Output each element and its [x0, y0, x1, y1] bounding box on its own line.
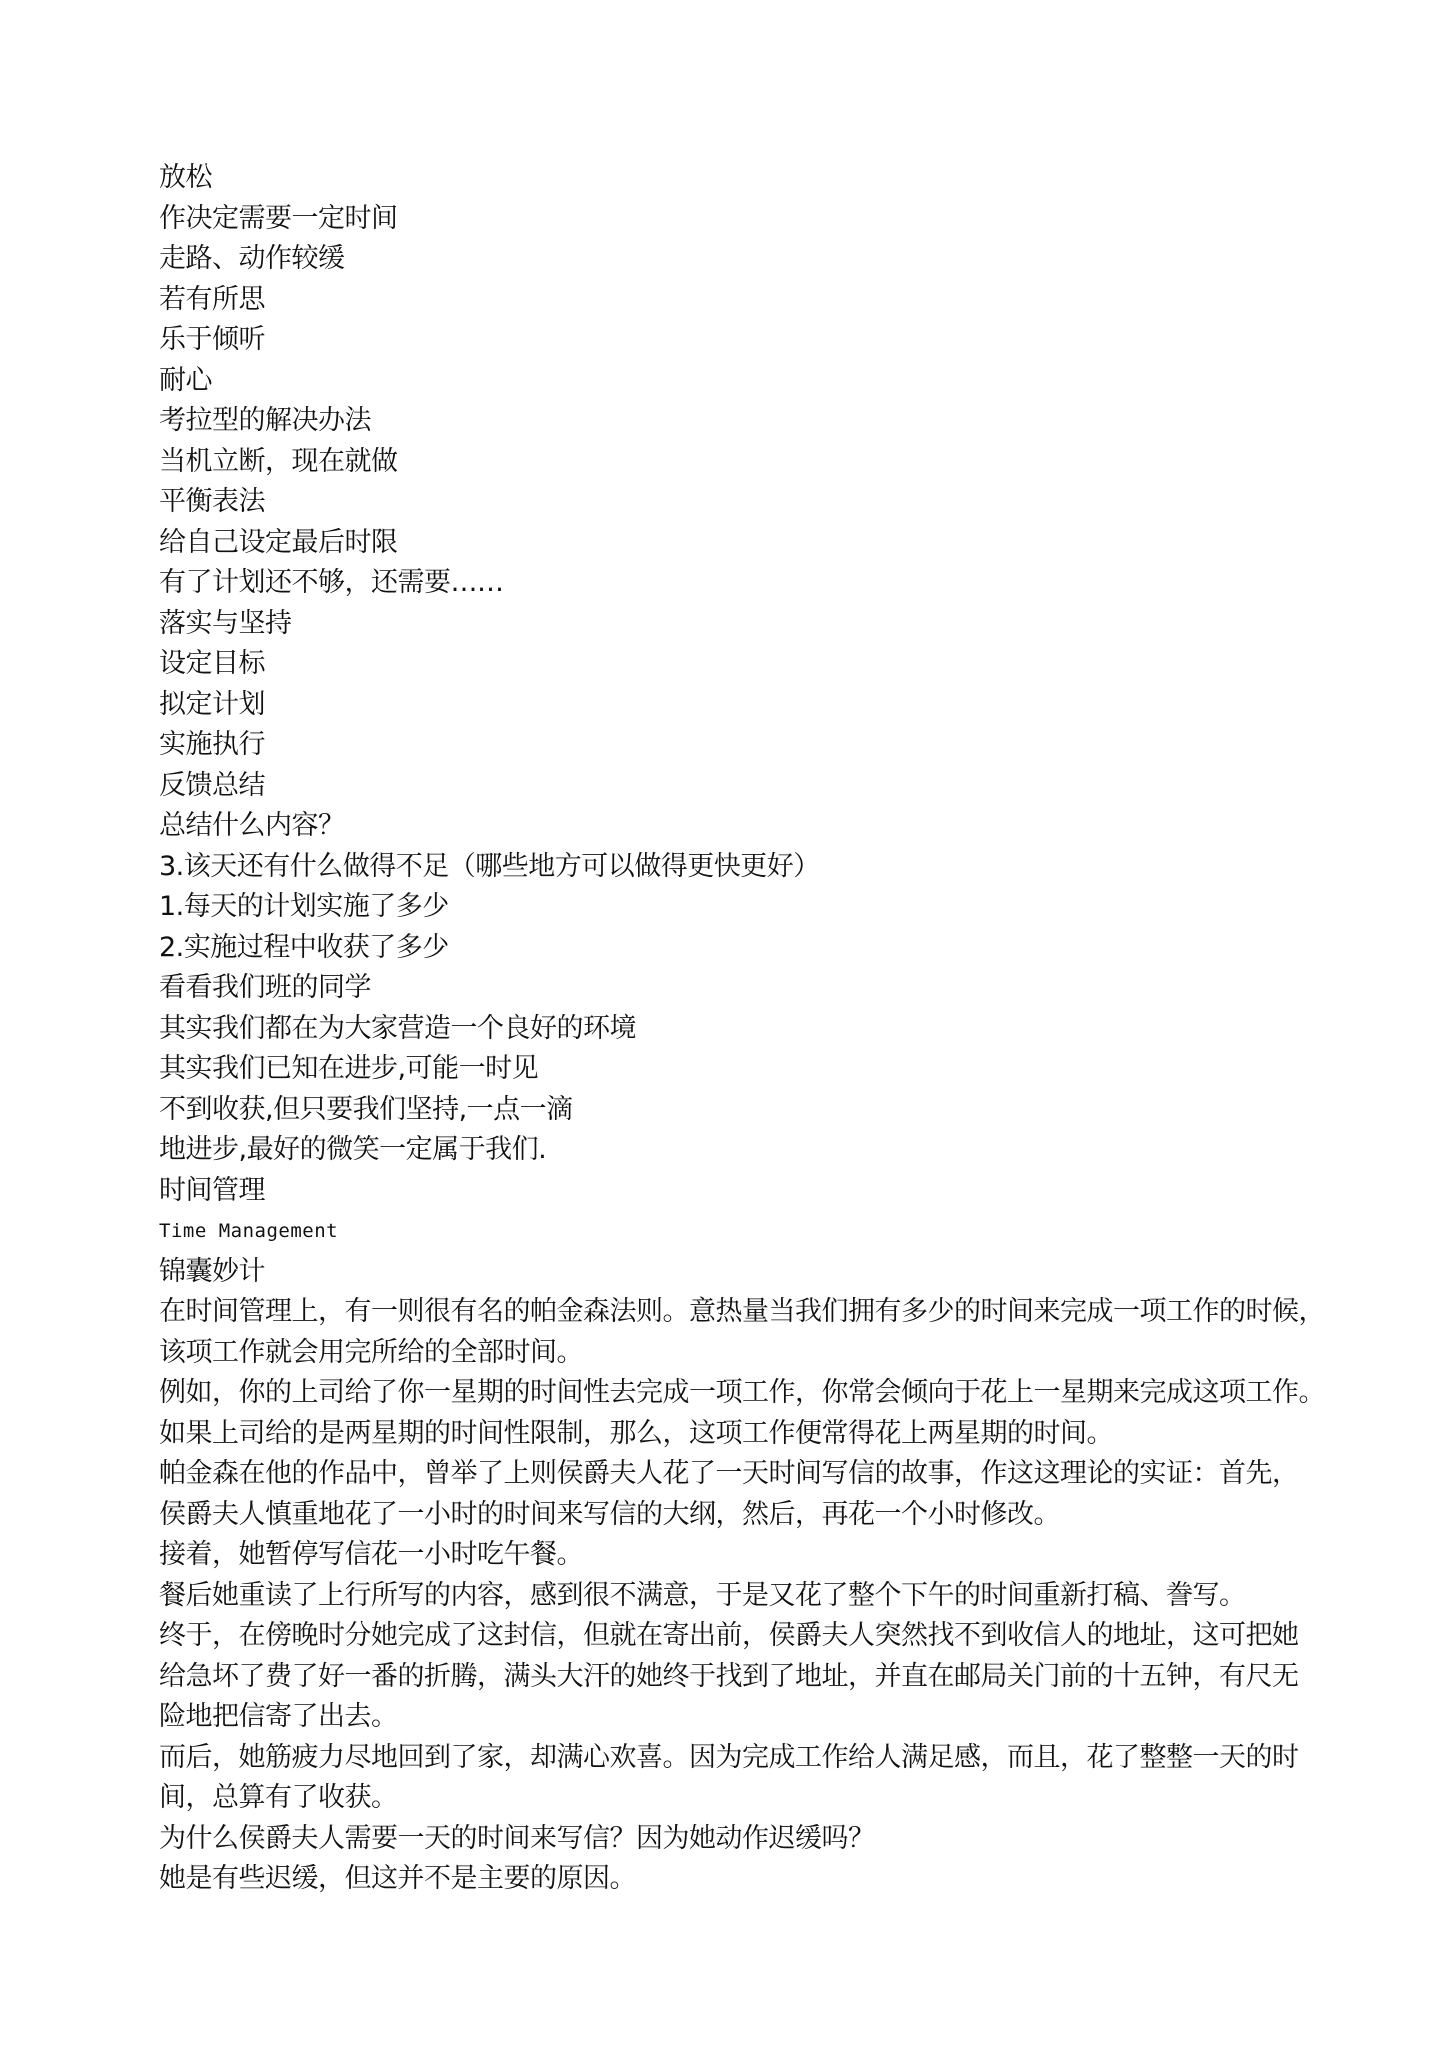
article-line: 为什么侯爵夫人需要一天的时间来写信？因为她动作迟缓吗？: [159, 1822, 875, 1854]
english-title: Time Management: [159, 1220, 339, 1242]
list-item: 给自己设定最后时限: [159, 526, 398, 558]
article-line: 终于，在傍晚时分她完成了这封信，但就在寄出前，侯爵夫人突然找不到收信人的地址，这可把她: [159, 1620, 1299, 1651]
article-line: 如果上司给的是两星期的时间性限制，那么，这项工作便常得花上两星期的时间。: [159, 1417, 1113, 1449]
list-item: 考拉型的解决办法: [159, 405, 371, 436]
list-item: 耐心: [159, 364, 212, 396]
article-line: 而后，她筋疲力尽地回到了家，却满心欢喜。因为完成工作给人满足感，而且，花了整整一天的时: [159, 1741, 1299, 1773]
list-item: 放松: [159, 162, 212, 193]
list-item: 实施执行: [159, 729, 265, 760]
article-line: 给急坏了费了好一番的折腾，满头大汗的她终于找到了地址，并直在邮局关门前的十五钟，有尺无: [159, 1660, 1299, 1692]
list-item: 反馈总结: [159, 769, 265, 801]
list-item: 其实我们已知在进步,可能一时见: [159, 1053, 539, 1084]
list-item: 拟定计划: [159, 688, 265, 720]
document-page: [159, 158, 1325, 1900]
list-item: 走路、动作较缓: [159, 243, 345, 274]
list-item: 若有所思: [159, 283, 265, 315]
list-item: 乐于倾听: [159, 324, 265, 355]
list-item: 看看我们班的同学: [159, 972, 371, 1003]
list-item: 地进步,最好的微笑一定属于我们.: [159, 1134, 547, 1165]
section-title: 时间管理: [159, 1174, 265, 1206]
list-item: 1.每天的计划实施了多少: [159, 891, 449, 922]
list-item: 落实与坚持: [159, 607, 292, 639]
list-item: 不到收获,但只要我们坚持,一点一滴: [159, 1093, 573, 1125]
article-line: 在时间管理上，有一则很有名的帕金森法则。意热量当我们拥有多少的时间来完成一项工作的时候，: [159, 1296, 1325, 1327]
list-item: 平衡表法: [159, 486, 265, 517]
article-line: 接着，她暂停写信花一小时吃午餐。: [159, 1539, 583, 1570]
list-item: 2.实施过程中收获了多少: [159, 931, 449, 963]
list-item: 3.该天还有什么做得不足（哪些地方可以做得更快更好）: [159, 850, 820, 882]
list-item: 有了计划还不够，还需要……: [159, 567, 504, 598]
article-line: 她是有些迟缓，但这并不是主要的原因。: [159, 1863, 636, 1894]
article-line: 间，总算有了收获。: [159, 1782, 398, 1813]
article-heading: 锦囊妙计: [159, 1255, 265, 1287]
list-item: 设定目标: [159, 648, 265, 679]
list-item: 作决定需要一定时间: [159, 202, 398, 234]
list-item: 当机立断，现在就做: [159, 445, 398, 477]
list-item: 其实我们都在为大家营造一个良好的环境: [159, 1012, 636, 1044]
article-line: 该项工作就会用完所给的全部时间。: [159, 1336, 583, 1368]
article-line: 例如，你的上司给了你一星期的时间性去完成一项工作，你常会倾向于花上一星期来完成这项工作。: [159, 1377, 1325, 1408]
article-line: 帕金森在他的作品中，曾举了上则侯爵夫人花了一天时间写信的故事，作这这理论的实证：首先，: [159, 1458, 1299, 1489]
article-line: 餐后她重读了上行所写的内容，感到很不满意，于是又花了整个下午的时间重新打稿、誊写。: [159, 1579, 1246, 1611]
list-item: 总结什么内容？: [159, 810, 345, 841]
article-line: 险地把信寄了出去。: [159, 1701, 398, 1732]
article-line: 侯爵夫人慎重地花了一小时的时间来写信的大纲，然后，再花一个小时修改。: [159, 1498, 1060, 1530]
